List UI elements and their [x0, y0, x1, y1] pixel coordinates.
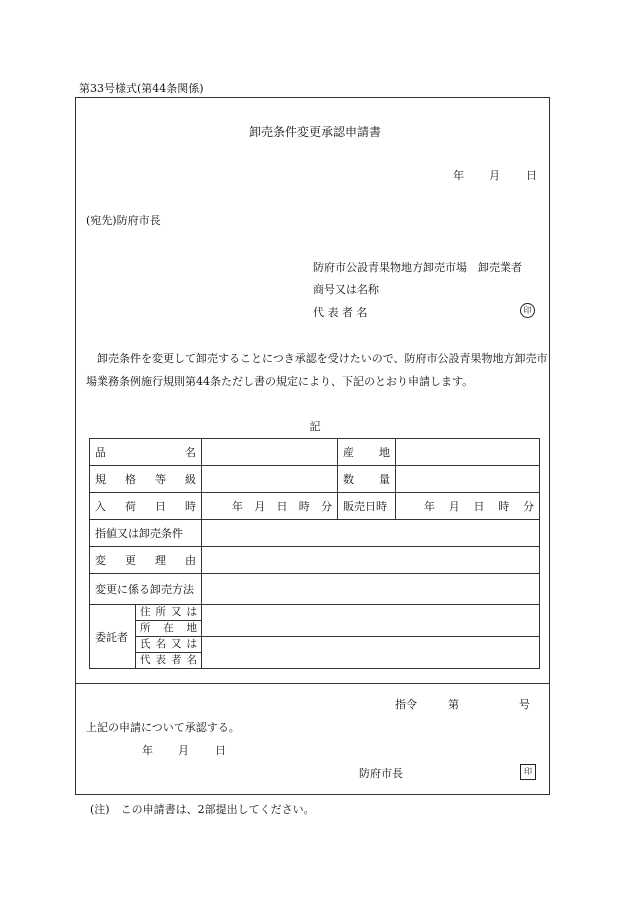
- table-row: [90, 574, 540, 605]
- value-reason[interactable]: [202, 547, 540, 574]
- details-table: [89, 438, 540, 669]
- label-name-a: 氏名又は: [136, 637, 202, 653]
- table-row: [90, 605, 540, 621]
- form-title: 卸売条件変更承認申請書: [248, 125, 381, 139]
- order-go: 号: [519, 698, 530, 711]
- date-month: 月: [178, 744, 189, 757]
- value-name[interactable]: [202, 637, 540, 669]
- value-address[interactable]: [202, 605, 540, 637]
- label-origin: 産地: [338, 439, 396, 466]
- table-row: [90, 637, 540, 653]
- unit-hour: 時: [298, 500, 310, 513]
- label-grade: 規格等級: [90, 466, 202, 493]
- unit-day: 日: [473, 500, 485, 513]
- unit-year: 年: [232, 500, 243, 513]
- mayor-seal-mark: 印: [520, 764, 536, 780]
- table-row: [90, 466, 540, 493]
- value-quantity[interactable]: [396, 466, 540, 493]
- date-year: 年: [453, 169, 464, 182]
- value-item-name[interactable]: [202, 439, 338, 466]
- label-new-terms: 変更に係る卸売方法: [90, 574, 202, 605]
- value-sale-time[interactable]: [396, 493, 540, 520]
- value-grade[interactable]: [202, 466, 338, 493]
- approval-statement: 上記の申請について承認する。: [86, 721, 240, 734]
- label-address-a: 住所又は: [136, 605, 202, 621]
- table-row: [90, 547, 540, 574]
- form-number-label: 第33号様式(第44条関係): [79, 82, 204, 95]
- unit-year: 年: [424, 500, 435, 513]
- addressee: (宛先)防府市長: [86, 214, 161, 227]
- application-date: [453, 167, 537, 183]
- label-item-name: 品名: [90, 439, 202, 466]
- mayor-signature-label: 防府市長: [359, 767, 403, 780]
- value-new-terms[interactable]: [202, 574, 540, 605]
- order-shirei: 指令: [395, 698, 417, 711]
- unit-hour: 時: [498, 500, 510, 513]
- label-consignor: 委託者: [90, 605, 136, 669]
- label-quantity: 数量: [338, 466, 396, 493]
- unit-minute: 分: [523, 500, 534, 513]
- table-row: [90, 520, 540, 547]
- label-address-b: 所在地: [136, 621, 202, 637]
- footnote: (注) この申請書は、2部提出してください。: [90, 803, 315, 816]
- label-arrival-time: 入荷日時: [90, 493, 202, 520]
- label-name-b: 代表者名: [136, 653, 202, 669]
- unit-month: 月: [254, 500, 266, 513]
- approval-divider: [75, 683, 550, 684]
- applicant-trade-name: 商号又は名称: [313, 283, 379, 296]
- unit-month: 月: [448, 500, 460, 513]
- label-sale-time: 販売日時: [338, 493, 396, 520]
- date-day: 日: [215, 744, 226, 757]
- value-arrival-time[interactable]: [202, 493, 338, 520]
- unit-minute: 分: [321, 500, 332, 513]
- applicant-market: 防府市公設青果物地方卸売市場 卸売業者: [313, 261, 522, 274]
- table-row: [90, 439, 540, 466]
- label-reason: 変更理由: [90, 547, 202, 574]
- table-row: [90, 493, 540, 520]
- order-dai: 第: [448, 698, 459, 711]
- value-price-terms[interactable]: [202, 520, 540, 547]
- order-number: [395, 696, 530, 712]
- unit-day: 日: [276, 500, 288, 513]
- ki-heading: 記: [309, 420, 321, 433]
- seal-mark: 印: [520, 303, 535, 318]
- approval-date: [142, 742, 226, 758]
- label-price-terms: 指値又は卸売条件: [90, 520, 202, 547]
- date-year: 年: [142, 744, 153, 757]
- date-month: 月: [489, 169, 500, 182]
- application-statement: 卸売条件を変更して卸売することにつき承認を受けたいので、防府市公設青果物地方卸売市場業務条例施行規則第44条ただし書の規定により、下記のとおり申請します。: [86, 352, 548, 388]
- value-origin[interactable]: [396, 439, 540, 466]
- date-day: 日: [526, 169, 537, 182]
- applicant-representative: 代 表 者 名: [313, 306, 368, 319]
